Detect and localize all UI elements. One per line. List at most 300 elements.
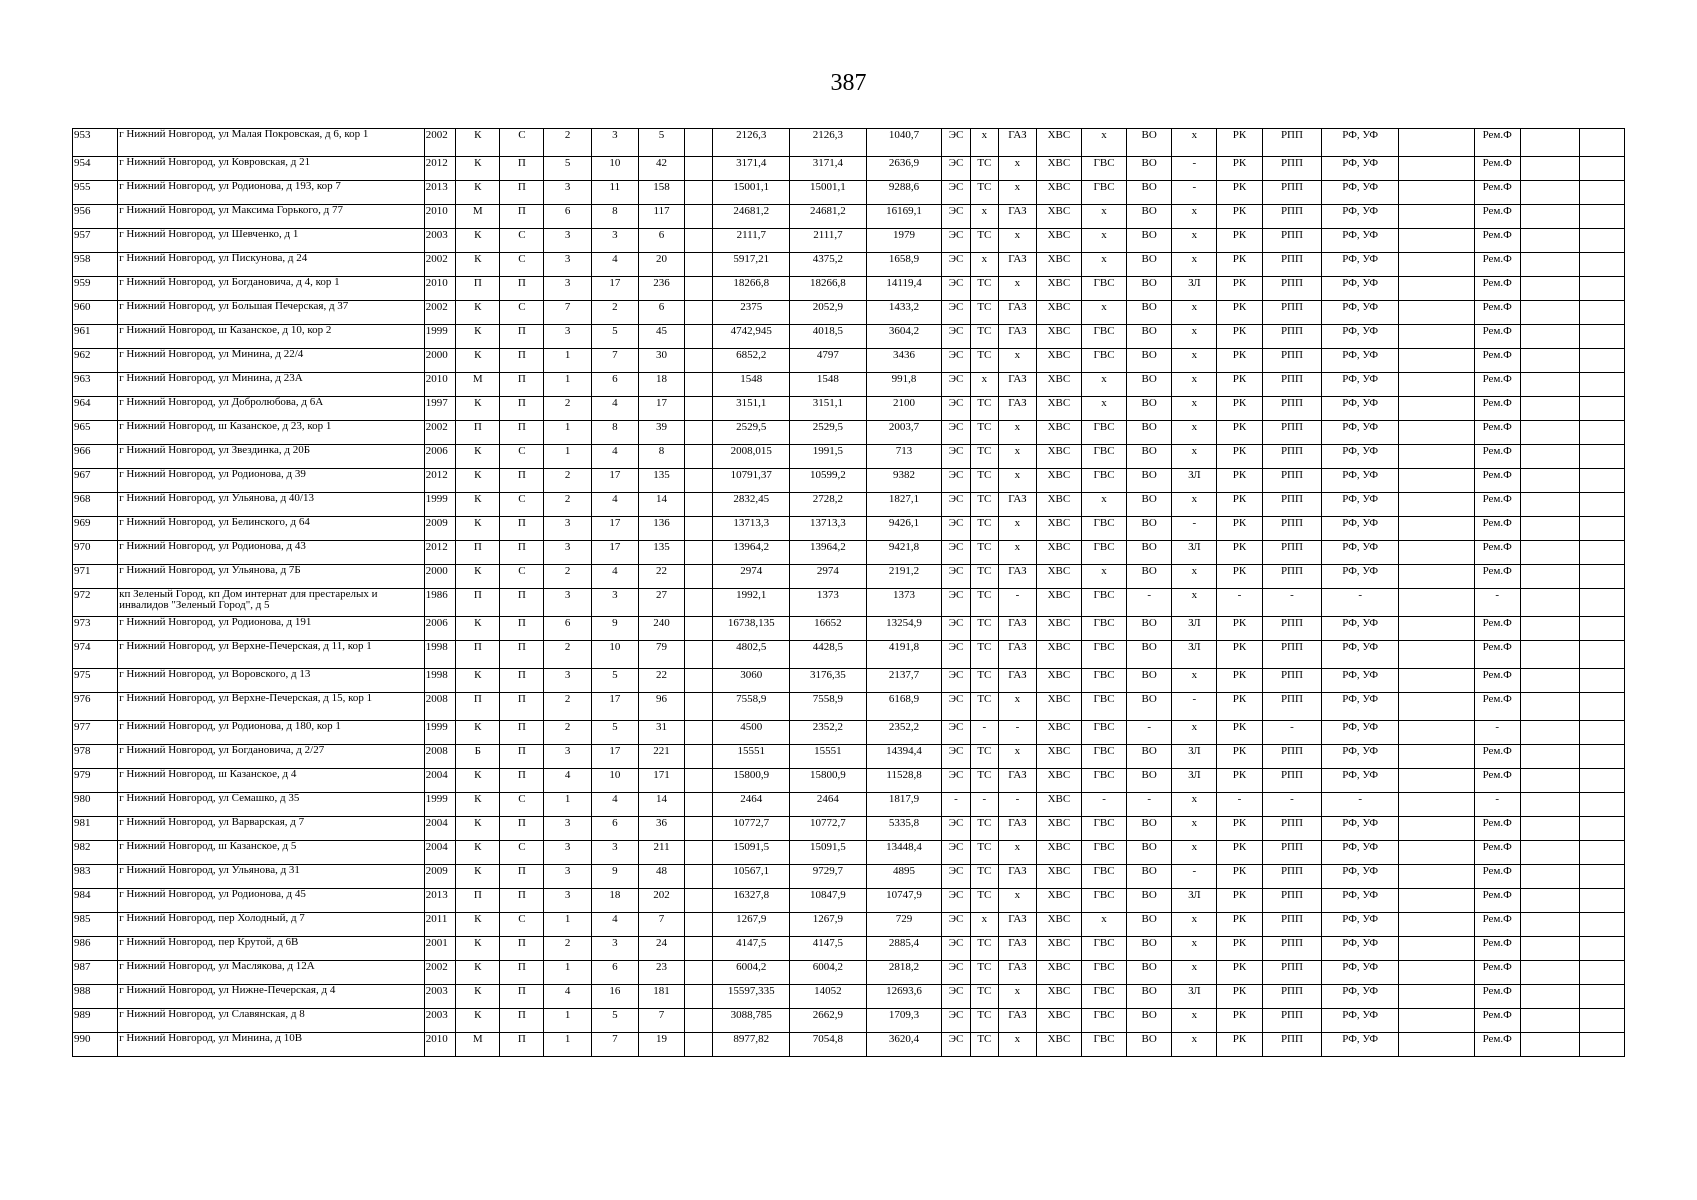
table-cell: [1579, 373, 1624, 397]
table-cell: РПП: [1262, 913, 1322, 937]
table-cell: П: [500, 745, 544, 769]
table-cell: ГВС: [1081, 541, 1126, 565]
table-cell: х: [999, 1033, 1037, 1057]
table-cell: [1520, 397, 1579, 421]
table-cell: ЗЛ: [1172, 889, 1217, 913]
table-cell: ГВС: [1081, 421, 1126, 445]
table-row: [73, 1009, 1625, 1033]
table-cell: ГВС: [1081, 325, 1126, 349]
table-cell: х: [999, 445, 1037, 469]
table-cell: 27: [638, 589, 684, 617]
table-cell: 9: [591, 865, 638, 889]
table-cell: ЭС: [942, 469, 970, 493]
table-cell: ЭС: [942, 421, 970, 445]
table-cell: К: [456, 493, 500, 517]
table-cell: ЭС: [942, 493, 970, 517]
table-cell: 6: [638, 301, 684, 325]
table-cell: РПП: [1262, 277, 1322, 301]
table-row: [73, 865, 1625, 889]
table-cell: РФ, УФ: [1322, 493, 1399, 517]
table-cell: 9421,8: [866, 541, 942, 565]
table-cell: РФ, УФ: [1322, 641, 1399, 669]
table-cell: х: [1172, 817, 1217, 841]
table-cell: 4: [591, 793, 638, 817]
table-cell: 5: [544, 157, 591, 181]
table-cell: [1399, 817, 1475, 841]
table-cell: 10747,9: [866, 889, 942, 913]
table-cell: П: [456, 421, 500, 445]
table-cell: 79: [638, 641, 684, 669]
table-cell: ТС: [970, 985, 998, 1009]
table-cell: 957: [73, 229, 118, 253]
table-cell: х: [1172, 325, 1217, 349]
table-cell: [685, 937, 713, 961]
table-cell: 1999: [424, 493, 456, 517]
table-cell: 3176,35: [790, 669, 867, 693]
table-cell: [1579, 793, 1624, 817]
table-cell: ТС: [970, 817, 998, 841]
table-cell: РПП: [1262, 517, 1322, 541]
table-cell: РК: [1217, 253, 1262, 277]
table-cell: К: [456, 841, 500, 865]
table-cell: ВО: [1127, 397, 1172, 421]
table-cell: 5: [591, 669, 638, 693]
table-cell: [1520, 277, 1579, 301]
table-cell: [685, 205, 713, 229]
table-cell: [1579, 745, 1624, 769]
table-cell: [1579, 421, 1624, 445]
table-cell: С: [500, 793, 544, 817]
table-cell: ТС: [970, 565, 998, 589]
table-cell: х: [970, 373, 998, 397]
table-cell: х: [999, 693, 1037, 721]
table-cell: ГАЗ: [999, 865, 1037, 889]
table-cell: ВО: [1127, 617, 1172, 641]
table-cell: х: [1172, 493, 1217, 517]
table-cell: [1520, 157, 1579, 181]
table-cell: РПП: [1262, 129, 1322, 157]
table-cell: ХВС: [1036, 693, 1081, 721]
table-cell: [685, 445, 713, 469]
table-cell: [685, 889, 713, 913]
table-cell: [685, 961, 713, 985]
table-cell: ВО: [1127, 253, 1172, 277]
table-cell: [685, 865, 713, 889]
table-cell: 7558,9: [790, 693, 867, 721]
table-cell: ВО: [1127, 841, 1172, 865]
table-cell: РФ, УФ: [1322, 277, 1399, 301]
table-cell: [1399, 721, 1475, 745]
table-cell: РФ, УФ: [1322, 1009, 1399, 1033]
table-cell: 1: [544, 793, 591, 817]
table-cell: ГВС: [1081, 865, 1126, 889]
table-cell: 6: [544, 617, 591, 641]
table-cell: П: [500, 397, 544, 421]
table-cell: ВО: [1127, 865, 1172, 889]
table-cell: ГАЗ: [999, 301, 1037, 325]
table-cell: ГАЗ: [999, 397, 1037, 421]
table-cell: [685, 617, 713, 641]
table-cell: [685, 301, 713, 325]
table-cell: ГВС: [1081, 937, 1126, 961]
table-cell: 3171,4: [790, 157, 867, 181]
table-cell: -: [1262, 721, 1322, 745]
table-cell: х: [999, 889, 1037, 913]
table-cell: ГВС: [1081, 157, 1126, 181]
table-cell: 966: [73, 445, 118, 469]
table-cell: 2009: [424, 865, 456, 889]
table-cell: ТС: [970, 349, 998, 373]
table-cell: [685, 913, 713, 937]
table-cell: Рем.Ф: [1474, 397, 1520, 421]
table-cell: ХВС: [1036, 617, 1081, 641]
table-cell: ЭС: [942, 817, 970, 841]
table-cell: РФ, УФ: [1322, 349, 1399, 373]
table-cell: ХВС: [1036, 669, 1081, 693]
table-cell: 14: [638, 493, 684, 517]
table-cell: 2003,7: [866, 421, 942, 445]
table-cell: 45: [638, 325, 684, 349]
table-cell: 10847,9: [790, 889, 867, 913]
table-cell: [1520, 641, 1579, 669]
table-cell: 978: [73, 745, 118, 769]
table-cell: 2003: [424, 985, 456, 1009]
table-cell: ГАЗ: [999, 961, 1037, 985]
table-cell: Рем.Ф: [1474, 129, 1520, 157]
table-cell: 983: [73, 865, 118, 889]
table-cell: Рем.Ф: [1474, 157, 1520, 181]
table-cell: [685, 253, 713, 277]
table-cell: г Нижний Новгород, ул Родионова, д 43: [118, 541, 425, 565]
table-cell: 23: [638, 961, 684, 985]
table-cell: 1: [544, 913, 591, 937]
table-cell: [685, 397, 713, 421]
table-cell: 236: [638, 277, 684, 301]
table-cell: 15800,9: [790, 769, 867, 793]
table-cell: РК: [1217, 445, 1262, 469]
table-cell: 6: [591, 817, 638, 841]
table-cell: РФ, УФ: [1322, 325, 1399, 349]
table-cell: ГВС: [1081, 617, 1126, 641]
table-cell: 970: [73, 541, 118, 565]
table-cell: 5: [591, 325, 638, 349]
table-cell: [1399, 841, 1475, 865]
table-cell: [1399, 589, 1475, 617]
table-cell: 17: [591, 469, 638, 493]
table-cell: 955: [73, 181, 118, 205]
table-cell: ЭС: [942, 693, 970, 721]
table-cell: 985: [73, 913, 118, 937]
table-cell: 13254,9: [866, 617, 942, 641]
table-cell: х: [1081, 493, 1126, 517]
table-cell: 18266,8: [790, 277, 867, 301]
table-cell: ВО: [1127, 301, 1172, 325]
table-cell: [1399, 913, 1475, 937]
table-cell: 2001: [424, 937, 456, 961]
table-cell: х: [999, 229, 1037, 253]
table-cell: [1520, 181, 1579, 205]
table-cell: 7: [638, 913, 684, 937]
table-cell: 3: [591, 229, 638, 253]
table-cell: х: [999, 745, 1037, 769]
table-cell: 18: [591, 889, 638, 913]
table-cell: [1399, 865, 1475, 889]
table-cell: 1991,5: [790, 445, 867, 469]
table-cell: ТС: [970, 865, 998, 889]
table-cell: 977: [73, 721, 118, 745]
table-cell: 7: [591, 1033, 638, 1057]
table-cell: ВО: [1127, 277, 1172, 301]
table-cell: К: [456, 617, 500, 641]
table-cell: РПП: [1262, 565, 1322, 589]
table-cell: [1579, 589, 1624, 617]
table-cell: 10: [591, 157, 638, 181]
table-cell: 96: [638, 693, 684, 721]
table-cell: [685, 565, 713, 589]
table-cell: К: [456, 669, 500, 693]
table-cell: ВО: [1127, 541, 1172, 565]
table-cell: х: [1081, 205, 1126, 229]
table-cell: 1: [544, 349, 591, 373]
table-cell: ХВС: [1036, 157, 1081, 181]
table-cell: РПП: [1262, 693, 1322, 721]
table-cell: РФ, УФ: [1322, 889, 1399, 913]
table-cell: 1709,3: [866, 1009, 942, 1033]
table-cell: [1579, 1033, 1624, 1057]
table-cell: 14394,4: [866, 745, 942, 769]
table-cell: ГВС: [1081, 1033, 1126, 1057]
table-cell: х: [1172, 445, 1217, 469]
table-cell: х: [1172, 229, 1217, 253]
table-cell: ТС: [970, 517, 998, 541]
table-cell: ХВС: [1036, 205, 1081, 229]
table-cell: 7: [638, 1009, 684, 1033]
table-cell: РК: [1217, 841, 1262, 865]
table-cell: [1520, 421, 1579, 445]
table-cell: ХВС: [1036, 277, 1081, 301]
table-cell: х: [970, 913, 998, 937]
table-cell: РФ, УФ: [1322, 693, 1399, 721]
table-cell: [685, 817, 713, 841]
table-cell: 11528,8: [866, 769, 942, 793]
table-cell: Рем.Ф: [1474, 205, 1520, 229]
table-cell: ГВС: [1081, 469, 1126, 493]
table-cell: Рем.Ф: [1474, 985, 1520, 1009]
table-cell: М: [456, 205, 500, 229]
table-cell: ВО: [1127, 565, 1172, 589]
table-cell: ХВС: [1036, 913, 1081, 937]
table-cell: ГАЗ: [999, 1009, 1037, 1033]
table-cell: ГВС: [1081, 349, 1126, 373]
table-cell: 4147,5: [790, 937, 867, 961]
table-cell: [1520, 721, 1579, 745]
table-cell: К: [456, 181, 500, 205]
table-cell: [685, 793, 713, 817]
table-cell: ЗЛ: [1172, 985, 1217, 1009]
table-cell: г Нижний Новгород, ул Звездинка, д 20Б: [118, 445, 425, 469]
table-cell: РК: [1217, 229, 1262, 253]
table-cell: 15551: [713, 745, 790, 769]
table-cell: 18266,8: [713, 277, 790, 301]
table-cell: [1579, 641, 1624, 669]
table-cell: [685, 745, 713, 769]
table-cell: [1399, 1009, 1475, 1033]
table-cell: ВО: [1127, 493, 1172, 517]
table-cell: г Нижний Новгород, ул Добролюбова, д 6А: [118, 397, 425, 421]
table-cell: ВО: [1127, 1033, 1172, 1057]
table-cell: [1399, 157, 1475, 181]
table-cell: [685, 373, 713, 397]
table-cell: [1520, 841, 1579, 865]
table-cell: П: [500, 769, 544, 793]
table-cell: П: [500, 721, 544, 745]
table-cell: х: [1172, 913, 1217, 937]
table-cell: [685, 1009, 713, 1033]
table-cell: 158: [638, 181, 684, 205]
table-cell: РК: [1217, 373, 1262, 397]
table-cell: 1998: [424, 669, 456, 693]
table-cell: ГВС: [1081, 889, 1126, 913]
table-cell: 8: [591, 421, 638, 445]
table-cell: Рем.Ф: [1474, 229, 1520, 253]
table-cell: 3: [591, 129, 638, 157]
table-cell: 2111,7: [790, 229, 867, 253]
table-cell: 964: [73, 397, 118, 421]
table-cell: ХВС: [1036, 865, 1081, 889]
table-cell: ЭС: [942, 937, 970, 961]
table-cell: 3604,2: [866, 325, 942, 349]
table-cell: К: [456, 721, 500, 745]
table-cell: 39: [638, 421, 684, 445]
table-cell: 2006: [424, 617, 456, 641]
table-cell: -: [1172, 181, 1217, 205]
table-cell: С: [500, 913, 544, 937]
table-cell: П: [500, 421, 544, 445]
table-cell: ХВС: [1036, 961, 1081, 985]
table-cell: 15551: [790, 745, 867, 769]
table-cell: х: [1172, 301, 1217, 325]
table-row: [73, 769, 1625, 793]
table-cell: 5917,21: [713, 253, 790, 277]
table-cell: ВО: [1127, 181, 1172, 205]
table-cell: РПП: [1262, 1033, 1322, 1057]
table-cell: РФ, УФ: [1322, 517, 1399, 541]
table-cell: г Нижний Новгород, ш Казанское, д 5: [118, 841, 425, 865]
table-cell: ГВС: [1081, 693, 1126, 721]
table-cell: 3088,785: [713, 1009, 790, 1033]
table-cell: [1399, 205, 1475, 229]
table-cell: -: [970, 793, 998, 817]
table-cell: Рем.Ф: [1474, 469, 1520, 493]
table-cell: ТС: [970, 541, 998, 565]
table-cell: 211: [638, 841, 684, 865]
table-cell: ВО: [1127, 517, 1172, 541]
table-cell: [1579, 349, 1624, 373]
table-cell: 1548: [713, 373, 790, 397]
table-row: [73, 937, 1625, 961]
table-row: [73, 277, 1625, 301]
table-cell: П: [500, 617, 544, 641]
table-cell: РК: [1217, 985, 1262, 1009]
table-cell: ЭС: [942, 301, 970, 325]
table-cell: [1520, 937, 1579, 961]
table-row: [73, 157, 1625, 181]
table-cell: ЭС: [942, 641, 970, 669]
table-cell: П: [500, 961, 544, 985]
table-cell: 4375,2: [790, 253, 867, 277]
table-cell: 117: [638, 205, 684, 229]
table-cell: С: [500, 565, 544, 589]
table-cell: г Нижний Новгород, ул Семашко, д 35: [118, 793, 425, 817]
table-cell: 24: [638, 937, 684, 961]
table-cell: ХВС: [1036, 589, 1081, 617]
table-cell: 202: [638, 889, 684, 913]
table-cell: 2: [544, 469, 591, 493]
table-cell: РК: [1217, 745, 1262, 769]
table-cell: П: [500, 669, 544, 693]
table-cell: РПП: [1262, 205, 1322, 229]
table-cell: кп Зеленый Город, кп Дом интернат для престарелых и инвалидов "Зеленый Город", д 5: [118, 589, 425, 617]
table-cell: х: [1081, 253, 1126, 277]
table-cell: РФ, УФ: [1322, 745, 1399, 769]
table-cell: 6168,9: [866, 693, 942, 721]
table-cell: х: [970, 205, 998, 229]
table-cell: 2: [544, 397, 591, 421]
table-cell: ТС: [970, 397, 998, 421]
table-cell: х: [1172, 961, 1217, 985]
table-cell: [1399, 445, 1475, 469]
table-cell: ЭС: [942, 129, 970, 157]
table-cell: ТС: [970, 1033, 998, 1057]
table-cell: [1579, 841, 1624, 865]
table-cell: ЗЛ: [1172, 745, 1217, 769]
table-cell: РПП: [1262, 493, 1322, 517]
table-row: [73, 745, 1625, 769]
table-cell: ВО: [1127, 373, 1172, 397]
table-cell: 1548: [790, 373, 867, 397]
table-cell: П: [456, 541, 500, 565]
table-row: [73, 589, 1625, 617]
table-cell: -: [1262, 589, 1322, 617]
table-cell: ВО: [1127, 421, 1172, 445]
table-cell: 1373: [790, 589, 867, 617]
table-cell: 975: [73, 669, 118, 693]
table-cell: ЭС: [942, 669, 970, 693]
table-cell: х: [1172, 205, 1217, 229]
table-cell: [1399, 421, 1475, 445]
table-cell: РПП: [1262, 1009, 1322, 1033]
table-cell: [1399, 129, 1475, 157]
table-cell: 6: [591, 373, 638, 397]
table-cell: М: [456, 373, 500, 397]
table-cell: 2375: [713, 301, 790, 325]
table-cell: х: [1172, 1033, 1217, 1057]
table-cell: Рем.Ф: [1474, 937, 1520, 961]
table-cell: х: [999, 157, 1037, 181]
table-cell: 2008,015: [713, 445, 790, 469]
table-row: [73, 961, 1625, 985]
table-cell: г Нижний Новгород, ул Маслякова, д 12А: [118, 961, 425, 985]
table-cell: 2009: [424, 517, 456, 541]
table-row: [73, 841, 1625, 865]
table-cell: 2818,2: [866, 961, 942, 985]
table-cell: г Нижний Новгород, ул Ковровская, д 21: [118, 157, 425, 181]
table-cell: ВО: [1127, 325, 1172, 349]
table-cell: [685, 517, 713, 541]
table-cell: РК: [1217, 817, 1262, 841]
table-cell: П: [500, 1009, 544, 1033]
table-cell: 10772,7: [713, 817, 790, 841]
